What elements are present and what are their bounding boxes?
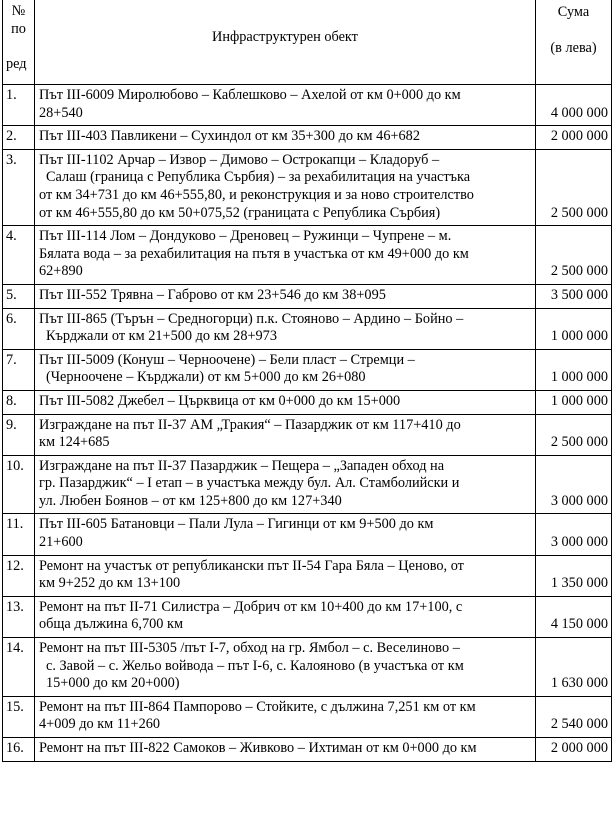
row-number: 1. (3, 85, 35, 126)
table-row (3, 555, 612, 596)
row-number: 4. (3, 226, 35, 285)
table-row (3, 85, 612, 126)
row-description-line: 4+009 до км 11+260 (39, 716, 161, 733)
row-description-line: Ремонт на път II-71 Силистра – Добрич от км 10+400 до км 17+100, с (39, 598, 463, 615)
table-row (3, 414, 612, 455)
row-description-line: Ремонт на път III-5305 /път I-7, обход на гр. Ямбол – с. Веселиново – (39, 640, 460, 657)
row-description (35, 455, 536, 514)
table-row (3, 455, 612, 514)
row-description-line: Път III-865 (Търън – Средногорци) п.к. Стояново – Ардино – Бойно – (39, 310, 464, 327)
header-number-line1: № (11, 3, 26, 19)
table-row (3, 284, 612, 308)
row-amount: 1 000 000 (536, 390, 612, 414)
row-amount: 3 000 000 (536, 455, 612, 514)
row-description-line: от км 46+555,80 до км 50+075,52 (границата с Република Сърбия) (39, 204, 441, 221)
row-description-line: Изграждане на път II-37 Пазарджик – Пещера – „Западен обход на (39, 457, 445, 474)
row-description-line: Изграждане на път II-37 АМ „Тракия“ – Пазарджик от км 117+410 до (39, 416, 461, 433)
row-number: 12. (3, 555, 35, 596)
table-row (3, 696, 612, 737)
row-amount: 2 500 000 (536, 414, 612, 455)
row-description-line: Път III-114 Лом – Дондуково – Дреновец – Ружинци – Чупрене – м. (39, 228, 452, 245)
row-amount: 2 500 000 (536, 149, 612, 225)
header-sum (536, 0, 612, 85)
row-number: 14. (3, 638, 35, 697)
row-description-line: Салаш (граница с Република Сърбия) – за рехабилитация на участъка (46, 169, 471, 186)
row-description (35, 414, 536, 455)
table-row (3, 390, 612, 414)
row-description-line: Ремонт на участък от републикански път II-54 Гара Бяла – Ценово, от (39, 557, 464, 574)
row-description (35, 390, 536, 414)
header-sum-label: Сума (557, 4, 590, 20)
infrastructure-table (2, 0, 612, 762)
row-number: 2. (3, 126, 35, 150)
row-description-line: от км 34+731 до км 46+555,80, и реконструкция и за ново строителство (39, 186, 474, 203)
row-description-line: Път III-605 Батановци – Пали Лула – Гигинци от км 9+500 до км (39, 516, 434, 533)
header-number-line3: ред (6, 56, 27, 73)
row-description-line: Път III-403 Павликени – Сухиндол от км 35+300 до км 46+682 (39, 128, 420, 145)
row-amount: 1 000 000 (536, 349, 612, 390)
row-amount: 1 350 000 (536, 555, 612, 596)
table-header-row (3, 0, 612, 85)
row-description (35, 514, 536, 555)
row-description-line: ул. Любен Боянов – от км 125+800 до км 127+340 (39, 492, 342, 509)
row-number: 8. (3, 390, 35, 414)
row-description-line: обща дължина 6,700 км (39, 616, 183, 633)
row-amount: 2 000 000 (536, 126, 612, 150)
row-amount: 2 000 000 (536, 738, 612, 762)
header-number (3, 0, 35, 85)
row-description-line: 62+890 (39, 263, 83, 280)
row-description (35, 696, 536, 737)
row-description-line: гр. Пазарджик“ – I етап – в участъка между бул. Ал. Стамболийски и (39, 475, 460, 492)
row-description (35, 85, 536, 126)
row-description (35, 555, 536, 596)
row-amount: 2 500 000 (536, 226, 612, 285)
row-description-line: Път III-5009 (Конуш – Черноочене) – Бели пласт – Стремци – (39, 351, 415, 368)
table-row (3, 349, 612, 390)
row-description (35, 596, 536, 637)
table-row (3, 596, 612, 637)
row-description (35, 738, 536, 762)
row-number: 6. (3, 308, 35, 349)
row-amount: 3 000 000 (536, 514, 612, 555)
row-amount: 4 000 000 (536, 85, 612, 126)
row-amount: 2 540 000 (536, 696, 612, 737)
row-description-line: Бялата вода – за рехабилитация на пътя в участъка от км 49+000 до км (39, 245, 469, 262)
header-object (35, 0, 536, 85)
row-description-line: Път III-1102 Арчар – Извор – Димово – Острокапци – Кладоруб – (39, 151, 440, 168)
row-description-line: Път III-6009 Миролюбово – Каблешково – Ахелой от км 0+000 до км (39, 87, 461, 103)
row-amount: 1 630 000 (536, 638, 612, 697)
table-row (3, 149, 612, 225)
table-row (3, 638, 612, 697)
row-description (35, 126, 536, 150)
table-row (3, 308, 612, 349)
row-description-line: 15+000 до км 20+000) (46, 675, 180, 692)
row-description (35, 308, 536, 349)
row-number: 10. (3, 455, 35, 514)
table-row (3, 514, 612, 555)
row-description-line: Ремонт на път III-822 Самоков – Живково – Ихтиман от км 0+000 до км (39, 740, 477, 756)
row-description-line: км 124+685 (39, 434, 110, 451)
row-amount: 4 150 000 (536, 596, 612, 637)
row-number: 7. (3, 349, 35, 390)
row-description-line: с. Завой – с. Жельо войвода – път I-6, с. Калояново (в участъка от км (46, 657, 464, 674)
row-amount: 3 500 000 (536, 284, 612, 308)
table-row (3, 738, 612, 762)
row-number: 13. (3, 596, 35, 637)
row-number: 3. (3, 149, 35, 225)
row-number: 5. (3, 284, 35, 308)
row-number: 15. (3, 696, 35, 737)
row-description (35, 226, 536, 285)
row-number: 9. (3, 414, 35, 455)
row-description (35, 638, 536, 697)
row-description-line: км 9+252 до км 13+100 (39, 575, 181, 592)
row-description-line: Път III-5082 Джебел – Църквица от км 0+000 до км 15+000 (39, 392, 401, 409)
row-description-line: (Черноочене – Кърджали) от км 5+000 до км 26+080 (46, 369, 366, 386)
header-object-label: Инфраструктурен обект (212, 28, 358, 45)
header-number-line2: по (11, 20, 26, 37)
row-amount: 1 000 000 (536, 308, 612, 349)
row-description-line: Ремонт на път III-864 Пампорово – Стойките, с дължина 7,251 км от км (39, 698, 476, 715)
row-description (35, 149, 536, 225)
row-description (35, 284, 536, 308)
table-body (3, 85, 612, 762)
row-number: 11. (3, 514, 35, 555)
row-number: 16. (3, 738, 35, 762)
row-description-line: Кърджали от км 21+500 до км 28+973 (46, 328, 277, 345)
row-description (35, 349, 536, 390)
row-description-line: Път III-552 Трявна – Габрово от км 23+546 до км 38+095 (39, 286, 386, 303)
row-description-line: 28+540 (39, 104, 83, 121)
row-description-line: 21+600 (39, 534, 83, 551)
table-row (3, 226, 612, 285)
table-row (3, 126, 612, 150)
header-sum-unit: (в лева) (550, 39, 597, 56)
